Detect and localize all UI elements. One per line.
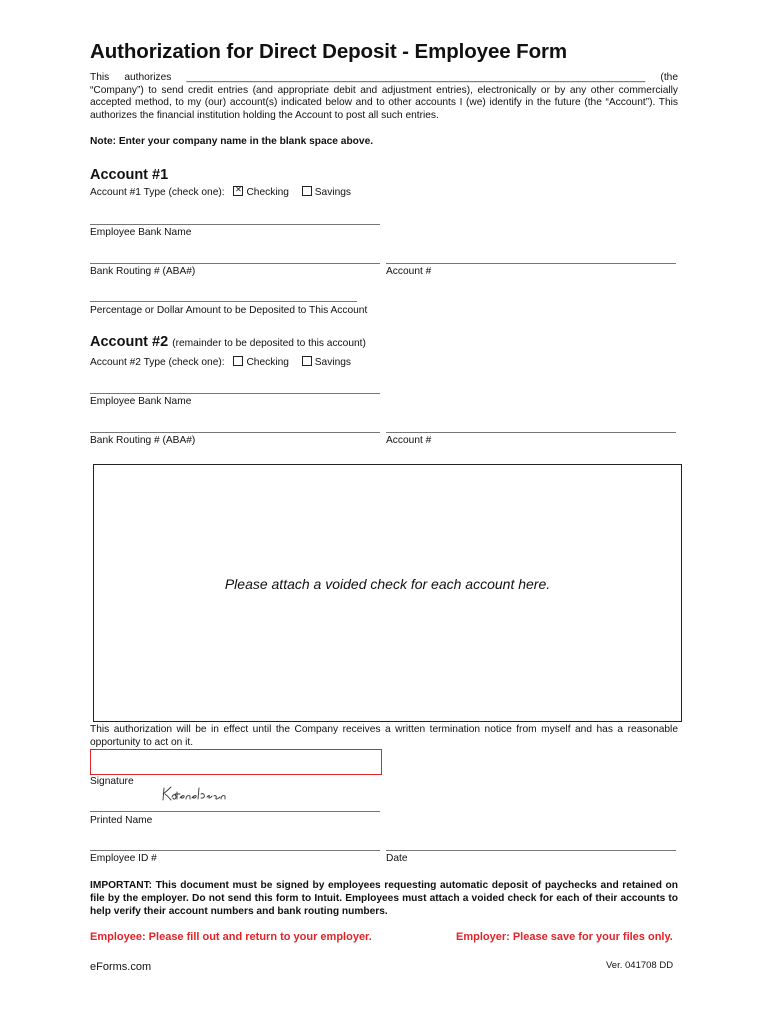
account-1-checking-checkbox[interactable] (233, 186, 243, 196)
account-2-routing-field[interactable] (90, 432, 380, 433)
printed-name-field[interactable] (90, 811, 380, 812)
account-1-account-number-field[interactable] (386, 263, 676, 264)
account-2-bank-name-label: Employee Bank Name (90, 396, 192, 407)
signature-label: Signature (90, 776, 134, 787)
employee-id-field[interactable] (90, 850, 380, 851)
date-field[interactable] (386, 850, 676, 851)
footer-brand: eForms.com (90, 961, 152, 973)
account-1-routing-field[interactable] (90, 263, 380, 264)
account-1-savings-checkbox[interactable] (302, 186, 312, 196)
account-1-amount-field[interactable] (90, 301, 357, 302)
account-1-routing-label: Bank Routing # (ABA#) (90, 266, 196, 277)
account-2-type-label: Account #2 Type (check one): (90, 357, 225, 368)
account-2-savings-checkbox[interactable] (302, 356, 312, 366)
account-2-bank-name-field[interactable] (90, 393, 380, 394)
account-1-bank-name-label: Employee Bank Name (90, 227, 192, 238)
signature-field[interactable] (90, 749, 382, 775)
account-2-checking-label: Checking (246, 357, 289, 368)
employer-instruction: Employer: Please save for your files only. (456, 931, 673, 943)
company-name-note: Note: Enter your company name in the blank space above. (90, 136, 374, 147)
account-1-checking-label: Checking (246, 187, 289, 198)
voided-check-attachment-area (93, 464, 682, 722)
account-2-routing-label: Bank Routing # (ABA#) (90, 435, 196, 446)
account-1-type-label: Account #1 Type (check one): (90, 187, 225, 198)
account-1-amount-label: Percentage or Dollar Amount to be Deposited to This Account (90, 305, 368, 316)
account-2-savings-label: Savings (314, 357, 352, 368)
account-1-heading: Account #1 (90, 167, 169, 183)
authorization-paragraph: This authorizes _________________________________________________________________________________ (the “Company”) to send credit entries (and appropriate debit and adjustment entries), electronically or by any other commercially accepted method, to my (our) account(s) indicated below and to other accounts I (we) identify in the future (the “Account”). This authorizes the financial institution holding the Account to post all such entries. (90, 72, 678, 121)
account-1-account-number-label: Account # (386, 266, 432, 277)
form-title: Authorization for Direct Deposit - Employee Form (90, 40, 567, 63)
account-1-type-row (90, 186, 351, 198)
handwritten-signature (160, 784, 230, 809)
printed-name-label: Printed Name (90, 815, 153, 826)
account-2-type-row (90, 356, 351, 368)
account-2-account-number-label: Account # (386, 435, 432, 446)
employee-instruction: Employee: Please fill out and return to your employer. (90, 931, 372, 943)
authorization-effect-text: This authorization will be in effect until the Company receives a written termination notice from myself and has a reasonable opportunity to act on it. (90, 724, 678, 748)
footer-version: Ver. 041708 DD (606, 960, 674, 971)
account-2-heading-sub: (remainder to be deposited to this account) (172, 338, 366, 349)
account-2-checking-checkbox[interactable] (233, 356, 243, 366)
date-label: Date (386, 853, 408, 864)
account-1-bank-name-field[interactable] (90, 224, 380, 225)
employee-id-label: Employee ID # (90, 853, 157, 864)
account-2-account-number-field[interactable] (386, 432, 676, 433)
account-1-savings-label: Savings (314, 187, 352, 198)
attach-voided-check-text: Please attach a voided check for each account here. (224, 576, 551, 592)
important-notice: IMPORTANT: This document must be signed by employees requesting automatic deposit of paychecks and retained on file by the employer. Do not send this form to Intuit. Employees must attach a voided check for each of their accounts to help verify their account numbers and bank routing numbers. (90, 880, 678, 917)
account-2-heading: Account #2 (remainder to be deposited to this account) (90, 334, 366, 350)
